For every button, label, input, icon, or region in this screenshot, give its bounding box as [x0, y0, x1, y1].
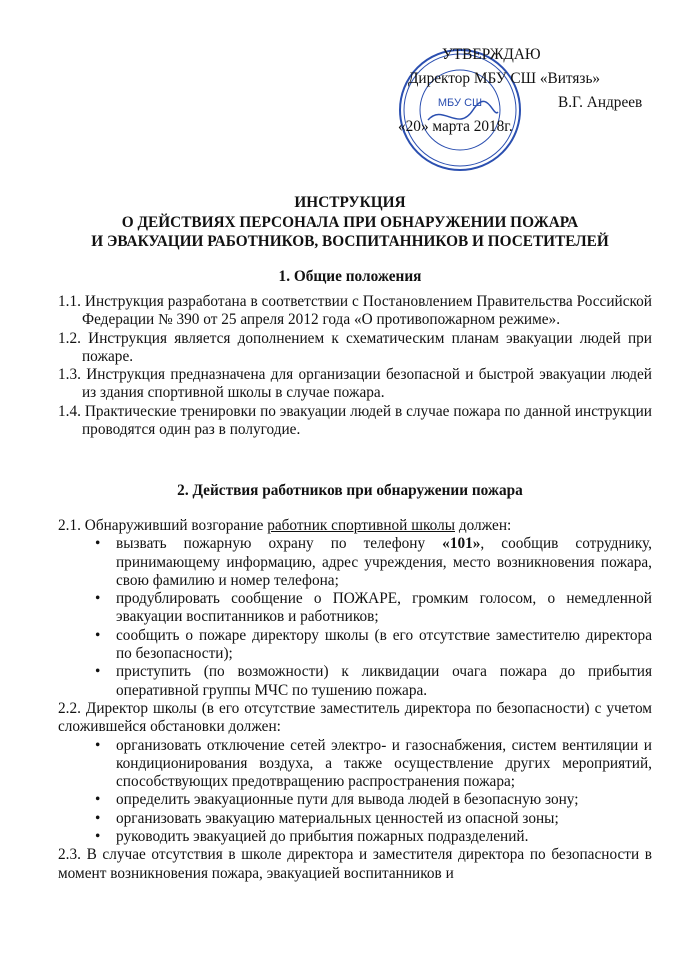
text: 2.1. Обнаруживший возгорание — [58, 517, 268, 534]
approval-signer: В.Г. Андреев — [558, 94, 643, 111]
section-2-heading: 2. Действия работников при обнаружении пожара — [177, 482, 523, 499]
document-title — [0, 193, 700, 252]
paragraph-2-1 — [58, 517, 652, 535]
paragraph: 1.2. Инструкция является дополнением к схематическим планам эвакуации людей при пожаре. — [58, 329, 652, 365]
approval-block — [398, 43, 643, 139]
title-line: ИНСТРУКЦИЯ — [294, 194, 406, 211]
list-item — [58, 535, 652, 590]
bullet-list — [58, 535, 652, 700]
paragraph: 1.4. Практические тренировки по эвакуации людей в случае пожара по данной инструкции проводятся один раз в полугодие. — [58, 402, 652, 439]
paragraph-2-2: 2.2. Директор школы (в его отсутствие заместитель директора по безопасности) с учетом сложившейся обстановки должен: — [58, 699, 652, 736]
list-item: • приступить (по возможности) к ликвидации очага пожара до прибытия оперативной группы МЧС по тушению пожара. — [58, 663, 652, 700]
list-item: • сообщить о пожаре директору школы (в его отсутствие заместителю директора по безопасности); — [58, 627, 652, 664]
list-item: • руководить эвакуацией до прибытия пожарных подразделений. — [58, 828, 652, 846]
phone-number: «101» — [442, 535, 481, 553]
section-2-body — [58, 517, 652, 883]
bullet-list — [58, 737, 652, 847]
paragraph: 1.1. Инструкция разработана в соответствии с Постановлением Правительства Российской Федерации № 390 от 25 апреля 2012 года «О противопожарном режиме». — [58, 293, 652, 329]
text: должен: — [455, 517, 512, 534]
paragraph: 1.3. Инструкция предназначена для организации безопасной и быстрой эвакуации людей из здания спортивной школы в случае пожара. — [58, 366, 652, 402]
approval-date: «20» марта 2018г. — [398, 118, 513, 135]
approval-position: Директор МБУ СШ «Витязь» — [408, 70, 601, 87]
approval-heading: УТВЕРЖДАЮ — [442, 46, 541, 63]
list-item: • организовать эвакуацию материальных ценностей из опасной зоны; — [58, 810, 652, 828]
svg-text:МБУ СШ: МБУ СШ — [437, 97, 483, 109]
text: вызвать пожарную охрану по телефону — [116, 535, 443, 553]
section-1-body — [58, 293, 652, 439]
paragraph-2-3: 2.3. В случае отсутствия в школе директора и заместителя директора по безопасности в момент возникновения пожара, эвакуацией воспитанников и — [58, 846, 652, 882]
list-item: • продублировать сообщение о ПОЖАРЕ, громким голосом, о немедленной эвакуации воспитанников и работников; — [58, 590, 652, 627]
text: , сообщив сотруднику, принимающему информацию, адрес учреждения, место возникновения пожара, свою фамилию и номер телефона; — [116, 535, 652, 589]
list-item: • определить эвакуационные пути для вывода людей в безопасную зону; — [58, 791, 652, 809]
list-item: • организовать отключение сетей электро- и газоснабжения, систем вентиляции и кондиционирования воздуха, а также осуществление других мероприятий, способствующих предотвращению распространения пожара; — [58, 737, 652, 792]
title-line: И ЭВАКУАЦИИ РАБОТНИКОВ, ВОСПИТАННИКОВ И ПОСЕТИТЕЛЕЙ — [91, 233, 609, 250]
section-1-heading: 1. Общие положения — [278, 268, 422, 285]
underlined-text: работник спортивной школы — [267, 517, 455, 534]
title-line: О ДЕЙСТВИЯХ ПЕРСОНАЛА ПРИ ОБНАРУЖЕНИИ ПОЖАРА — [121, 213, 579, 231]
